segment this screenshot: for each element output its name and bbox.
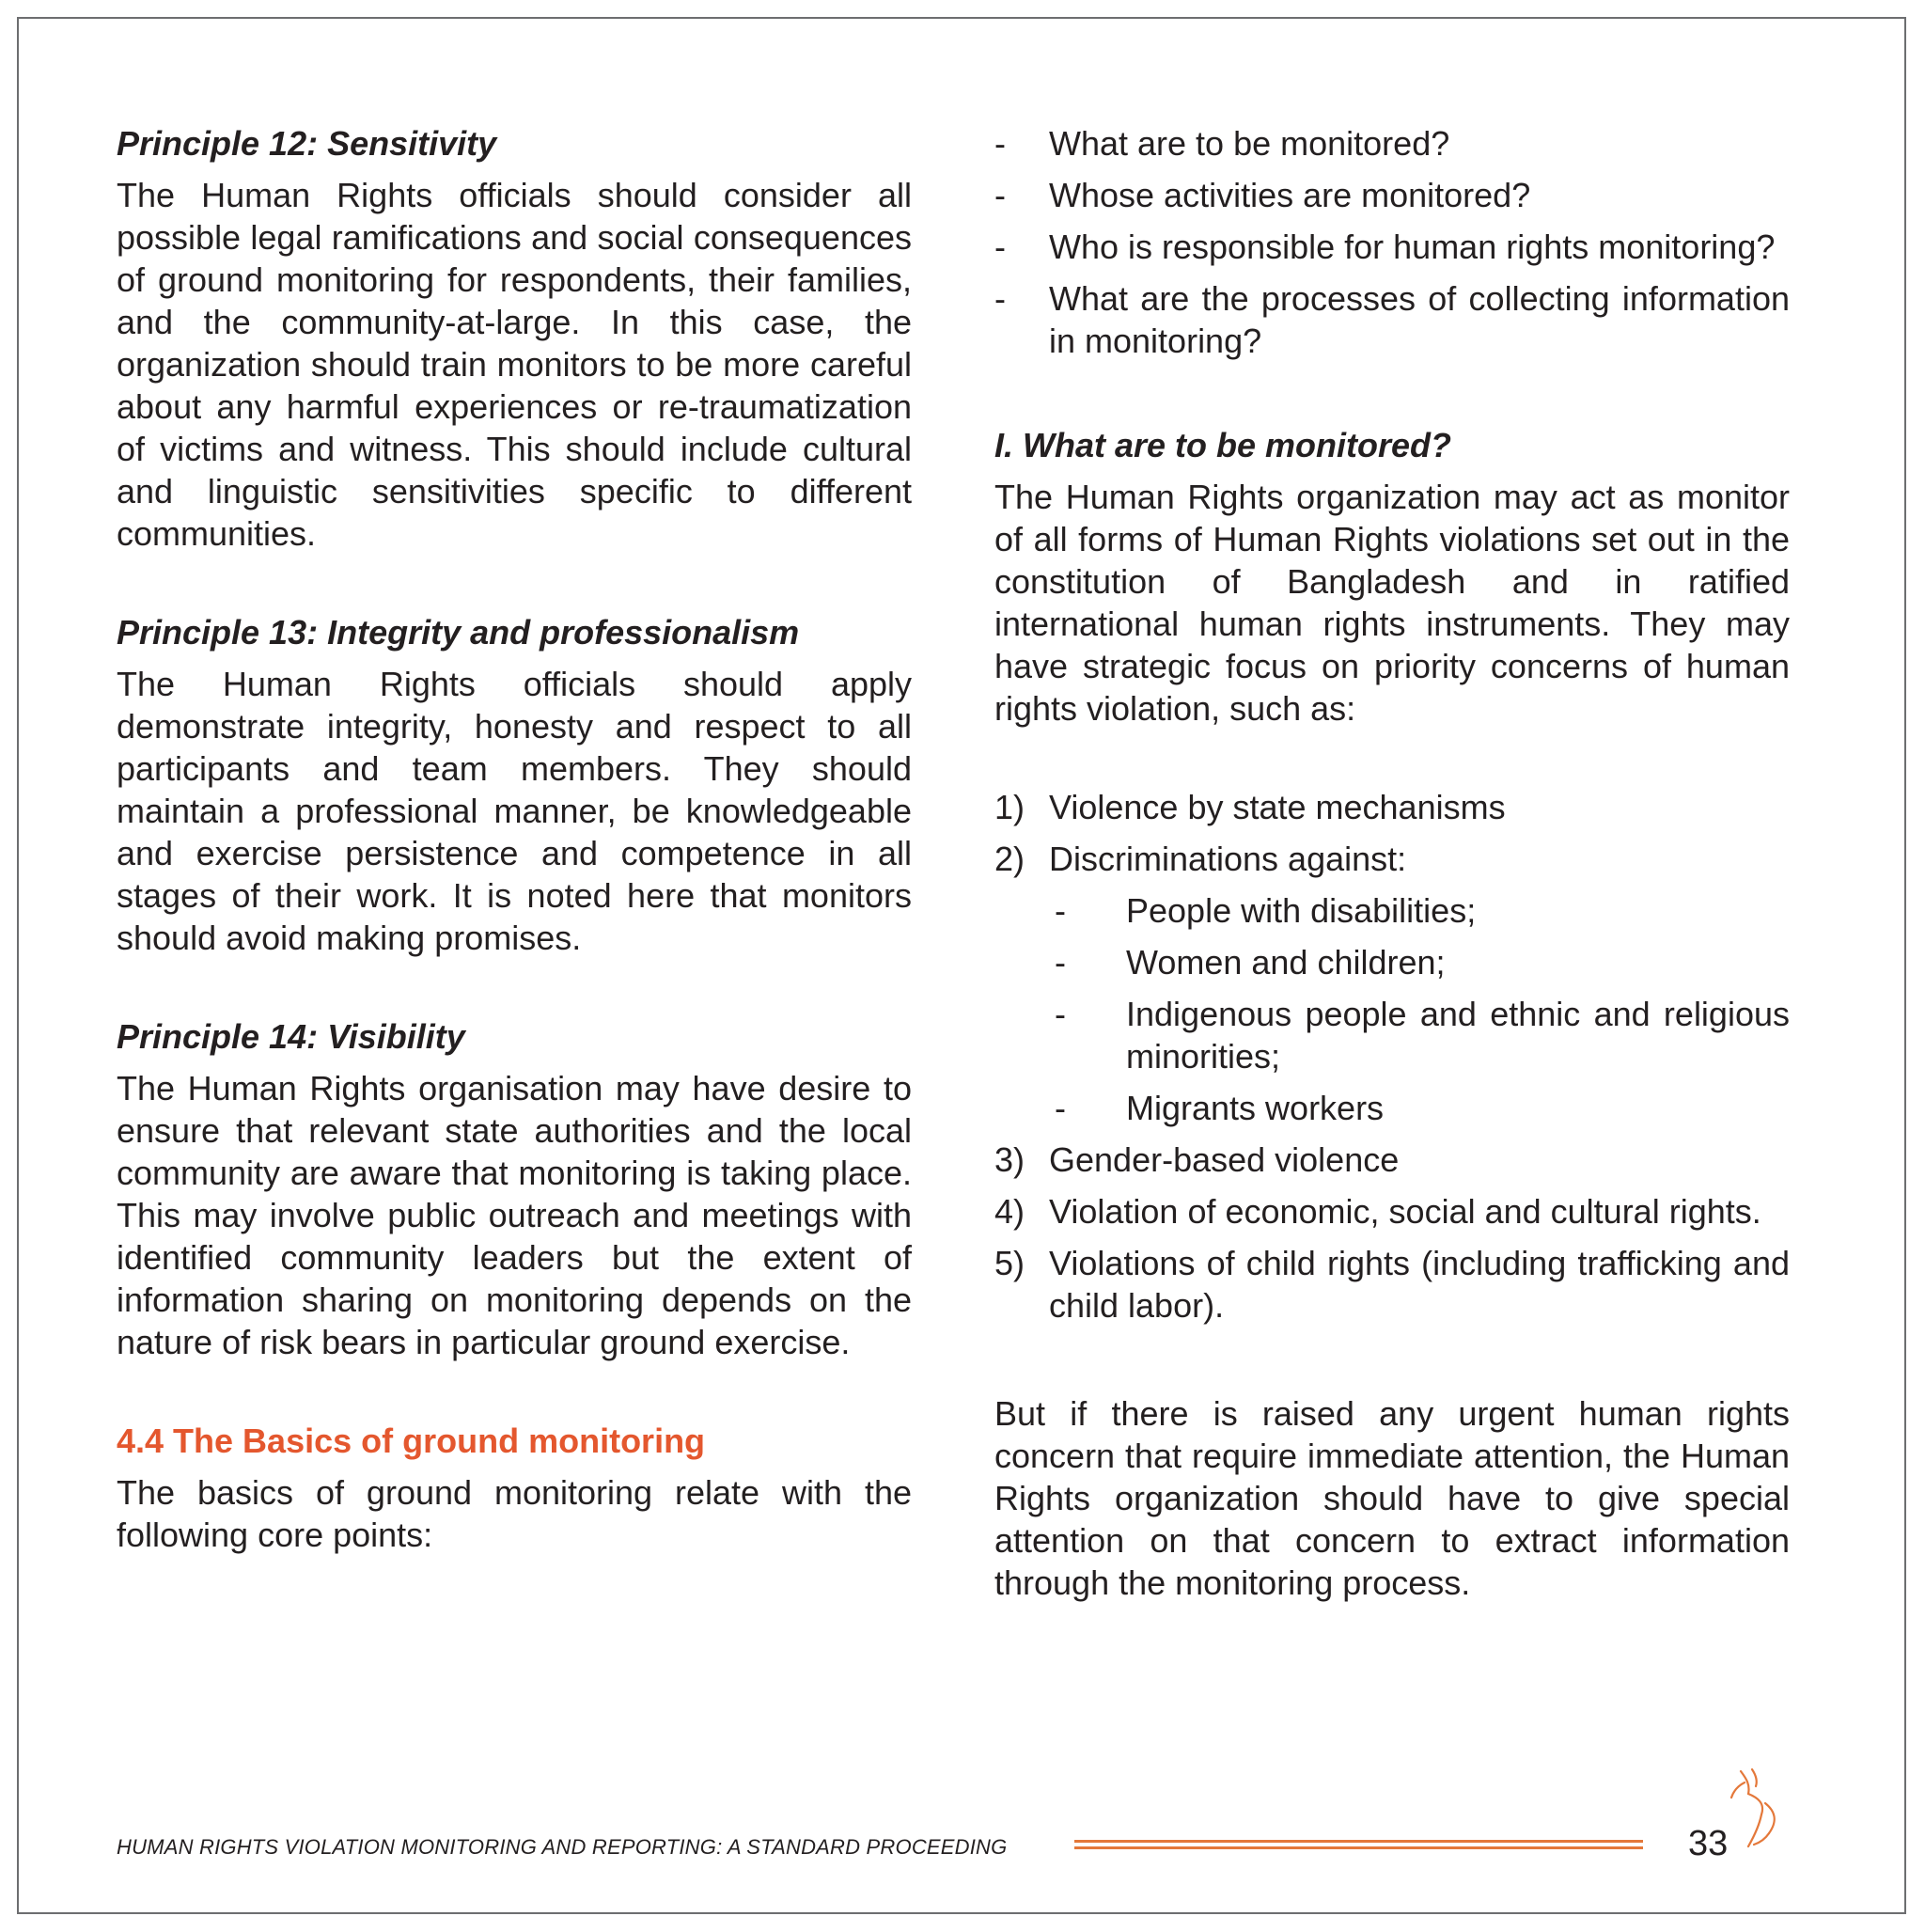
list-item: 1) Violence by state mechanisms [994,788,1506,826]
list-item: - Indigenous people and ethnic and religious minorities; [1055,995,1790,1076]
principle-14-text: The Human Rights organisation may have desire to ensure that relevant state authorities and the local community are aware that monitoring is taking place. This may involve public outreach and meetings with identified community leaders but the extent of information sharing on monitoring depends on the nature of risk bears in particular ground exercise. [117,1069,912,1361]
discrimination-groups-list [994,889,1790,1129]
what-monitored-text: The Human Rights organization may act as monitor of all forms of Human Rights violations set out in the constitution of Bangladesh and in ratified international human rights instruments. They may have strategic focus on priority concerns of human rights violation, such as: [994,478,1790,728]
list-item: 3) Gender-based violence [994,1140,1400,1179]
section-4-4-heading: 4.4 The Basics of ground monitoring [117,1422,706,1460]
figure-logo-icon [1728,1766,1784,1852]
principle-14-heading: Principle 14: Visibility [117,1017,465,1056]
left-column [117,122,912,1556]
list-item: - Whose activities are monitored? [994,176,1531,214]
closing-text: But if there is raised any urgent human rights concern that require immediate attention, the Human Rights organization should have to give special attention on that concern to extract information through the monitoring process. [994,1394,1790,1602]
list-item: 5) Violations of child rights (including trafficking and child labor). [994,1244,1790,1325]
principle-13-text: The Human Rights officials should apply demonstrate integrity, honesty and respect to all participants and team members. They should maintain a professional manner, be knowledgeable and exercise persistence and competence in all stages of their work. It is noted here that monitors should avoid making promises. [117,665,912,957]
list-item: 2) Discriminations against: - People with disabilities; - Women and children; - Indigenous people and ethnic and religious minorities; - Migrants workers [994,840,1790,1127]
list-item: - Migrants workers [1055,1089,1385,1127]
principle-12-text: The Human Rights officials should consider all possible legal ramifications and social consequences of ground monitoring for respondents, their families, and the community-at-large. In this case, the organization should train monitors to be more careful about any harmful experiences or re-traumatization of victims and witness. This should include cultural and linguistic sensitivities specific to different communities. [117,176,912,553]
list-item: - People with disabilities; [1055,891,1477,930]
principle-12-heading: Principle 12: Sensitivity [117,124,497,163]
list-item: 4) Violation of economic, social and cultural rights. [994,1192,1761,1231]
list-item: - What are to be monitored? [994,124,1450,163]
what-monitored-heading: I. What are to be monitored? [994,426,1452,464]
footer-rule [1074,1840,1643,1849]
right-column [994,122,1790,1604]
list-item: - Women and children; [1055,943,1446,982]
section-4-4-text: The basics of ground monitoring relate with the following core points: [117,1473,912,1554]
list-item: - Who is responsible for human rights monitoring? [994,228,1776,266]
page-number: 33 [1688,1824,1729,1863]
core-points-list [994,122,1790,362]
footer-title: HUMAN RIGHTS VIOLATION MONITORING AND REPORTING: A STANDARD PROCEEDING [117,1835,1008,1859]
concerns-list [994,786,1790,1327]
list-item: - What are the processes of collecting information in monitoring? [994,279,1790,360]
principle-13-heading: Principle 13: Integrity and professionalism [117,613,800,652]
